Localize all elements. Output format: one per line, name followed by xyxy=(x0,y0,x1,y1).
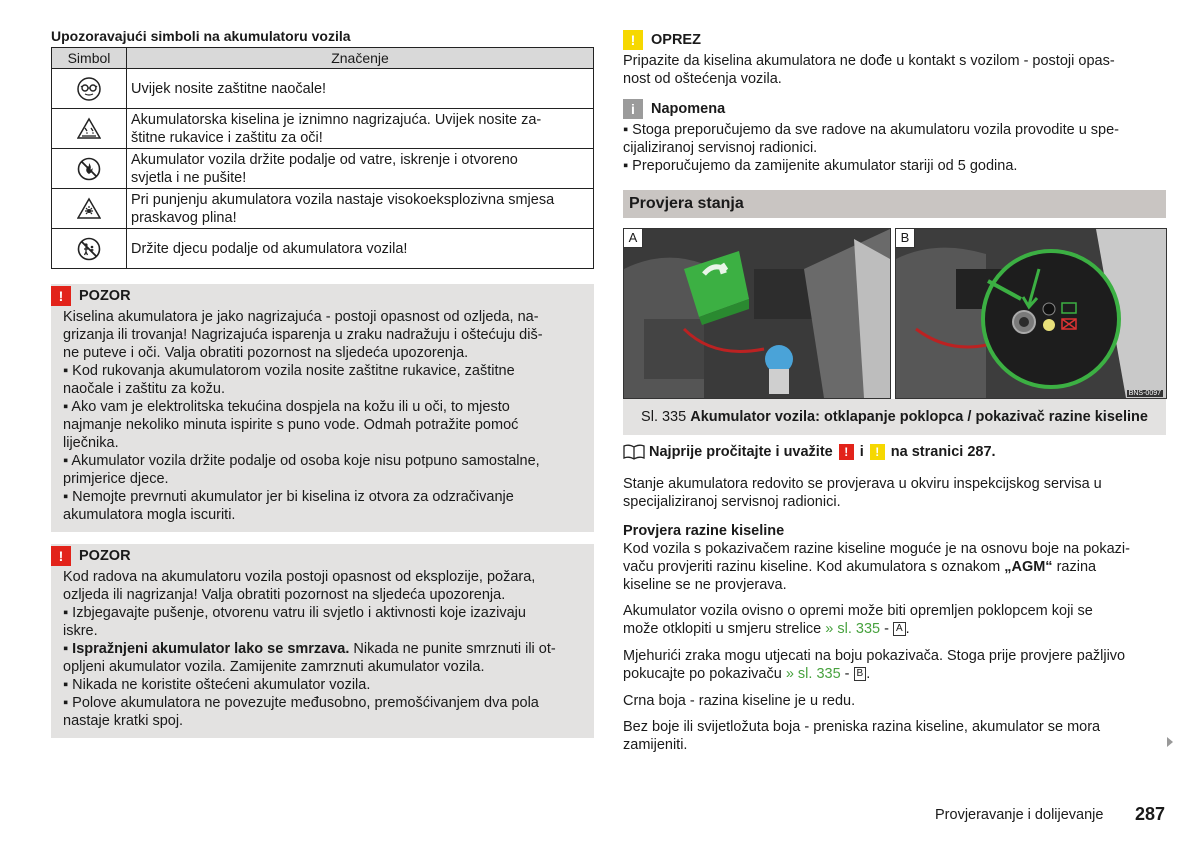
warning-exclamation-icon: ! xyxy=(51,546,71,566)
table-caption: Upozoravajući simboli na akumulatoru vozila xyxy=(51,28,351,44)
caution-exclamation-icon: ! xyxy=(623,30,643,50)
explosive-gas-icon xyxy=(77,197,101,221)
info-note xyxy=(623,97,1166,175)
book-icon xyxy=(623,444,645,460)
warning-title: POZOR xyxy=(79,548,131,564)
paragraph-inspection: Stanje akumulatora redovito se provjerava u okviru inspekcijskog servisa u specijaliziranoj servisnoj radionici. xyxy=(623,476,1102,510)
caution-exclamation-icon: ! xyxy=(870,444,885,460)
figure-caption xyxy=(623,399,1166,435)
paragraph-acid-level: Provjera razine kiseline Kod vozila s pokazivačem razine kiseline moguće je na osnovu boje na pokazi- vaču provjeriti razinu kiseline. Kod akumulatora s oznakom „AGM“ razina kiseline se ne provjerava. xyxy=(623,522,1166,594)
note-title: Napomena xyxy=(651,101,726,117)
warning-title: POZOR xyxy=(79,288,131,304)
paragraph-black: Crna boja - razina kiseline je u redu. xyxy=(623,693,856,709)
figure-ref-link[interactable]: » sl. 335 xyxy=(785,666,841,682)
continue-arrow-icon xyxy=(1167,737,1173,747)
row-meaning: Pri punjenju akumulatora vozila nastaje visokoeksplozivna smjesa praskavog plina! xyxy=(127,189,594,229)
warning-exclamation-icon: ! xyxy=(51,286,71,306)
keep-children-away-icon xyxy=(77,237,101,261)
warning-box-explosion xyxy=(51,544,594,738)
photo-label-a: A xyxy=(624,229,643,248)
paragraph-replace: Bez boje ili svijetložuta boja - preniska razina kiseline, akumulator se mora zamijeniti. xyxy=(623,719,1101,753)
photo-code: BNS-0097 xyxy=(1128,390,1161,397)
figure-ref-link[interactable]: » sl. 335 xyxy=(825,621,881,637)
photo-a-battery-cover xyxy=(623,228,891,399)
info-icon: i xyxy=(623,99,643,119)
col-header-meaning: Značenje xyxy=(127,48,594,69)
read-first-line: Najprije pročitajte i uvažite ! i ! na stranici 287. xyxy=(623,443,996,461)
row-meaning: Uvijek nosite zaštitne naočale! xyxy=(127,69,594,109)
figure-caption-text: Akumulator vozila: otklapanje poklopca / pokazivač razine kiseline xyxy=(690,409,1148,425)
row-meaning: Akumulatorska kiselina je iznimno nagrizajuća. Uvijek nosite za- štitne rukavice i zaštitu za oči! xyxy=(127,109,594,149)
warning-text: Kod radova na akumulatoru vozila postoji opasnost od eksplozije, požara, ozljeda ili nagrizanja! Valja obratiti pozornost na sljedeća upozorenja. ▪ Izbjegavajte pušenje, otvorenu vatru ili svjetlo i aktivnosti koje izazivaju iskre. ▪ Ispražnjeni akumulator lako se smrzava. Nikada ne punite smrznuti ili ot- opljeni akumulator vozila. Zamijenite zamrznuti akumulator vozila. ▪ Nikada ne koristite oštećeni akumulator vozila. ▪ Polove akumulatora ne povezujte međusobno, premošćivanjem dva pola nastaje kratki spoj. xyxy=(63,569,556,729)
caution-text: Pripazite da kiselina akumulatora ne dođe u kontakt s vozilom - postoji opas- nost od oštećenja vozila. xyxy=(623,53,1115,87)
safety-goggles-icon xyxy=(77,77,101,101)
paragraph-bubbles: Mjehurići zraka mogu utjecati na boju pokazivača. Stoga prije provjere pažljivo pokucajte po pokazivaču » sl. 335 - B . xyxy=(623,648,1126,682)
warning-text: Kiselina akumulatora je jako nagrizajuća - postoji opasnost od ozljeda, na- grizanja ili trovanja! Nagrizajuća isparenja u zraku nadražuju i oštećuju diš- ne puteve i oči. Valja obratiti pozornost na sljedeća upozorenja. ▪ Kod rukovanja akumulatorom vozila nosite zaštitne rukavice, zaštitne naočale i zaštitu za kožu. ▪ Ako vam je elektrolitska tekućina dospjela na kožu ili u oči, to mjesto najmanje nekoliko minuta ispirite s puno vode. Odmah potražite pomoć liječnika. ▪ Akumulator vozila držite podalje od osoba koje nisu potpuno samostalne, primjerice djece. ▪ Nemojte prevrnuti akumulator jer bi kiselina iz otvora za odzračivanje akumulatora mogla iscuriti. xyxy=(63,309,543,523)
page-number: 287 xyxy=(1135,804,1166,824)
table-row xyxy=(52,69,594,109)
photo-b-acid-indicator xyxy=(895,228,1167,399)
figure-number: Sl. 335 xyxy=(641,409,687,425)
subheading: Provjera razine kiseline xyxy=(623,523,785,539)
table-row xyxy=(52,189,594,229)
section-title: Provjera stanja xyxy=(623,190,1166,218)
note-text: ▪ Stoga preporučujemo da sve radove na akumulatoru vozila provodite u spe- cijaliziranoj servisnoj radionici. ▪ Preporučujemo da zamijenite akumulator stariji od 5 godina. xyxy=(623,122,1120,174)
warning-exclamation-icon: ! xyxy=(839,444,854,460)
no-fire-icon xyxy=(77,157,101,181)
caution-note xyxy=(623,28,1166,88)
engine-bay-illustration-b xyxy=(896,229,1166,398)
corrosive-acid-icon xyxy=(77,117,101,141)
row-meaning: Držite djecu podalje od akumulatora vozila! xyxy=(127,229,594,269)
row-meaning: Akumulator vozila držite podalje od vatre, iskrenje i otvoreno svjetla i ne pušite! xyxy=(127,149,594,189)
caution-title: OPREZ xyxy=(651,32,701,48)
photo-label-b: B xyxy=(896,229,915,248)
table-row xyxy=(52,109,594,149)
table-row xyxy=(52,149,594,189)
ref-box-a: A xyxy=(893,622,906,636)
col-header-symbol: Simbol xyxy=(52,48,127,69)
warning-symbols-table xyxy=(51,47,594,269)
paragraph-cover: Akumulator vozila ovisno o opremi može biti opremljen poklopcem koji se može otklopiti u smjeru strelice » sl. 335 - A . xyxy=(623,603,1093,637)
warning-box-acid xyxy=(51,284,594,532)
ref-box-b: B xyxy=(854,667,867,681)
table-row xyxy=(52,229,594,269)
engine-bay-illustration-a xyxy=(624,229,890,398)
footer-chapter: Provjeravanje i dolijevanje xyxy=(935,807,1104,823)
